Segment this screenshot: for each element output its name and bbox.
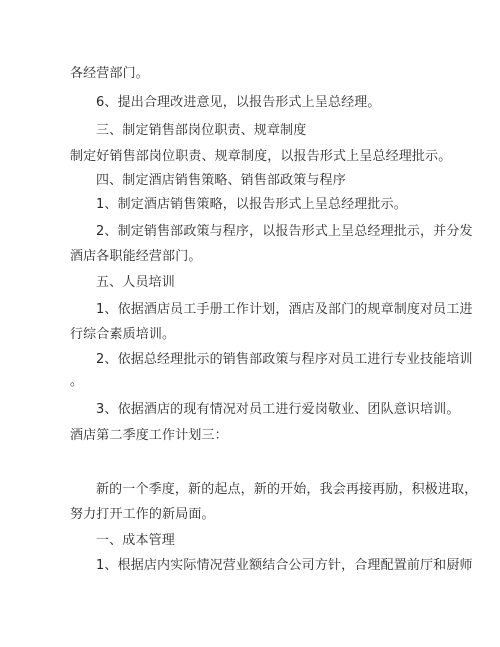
text-line: 2、制定销售部政策与程序，以报告形式上呈总经理批示，并分发 [96, 224, 473, 239]
text-line: 酒店各职能经营部门。 [70, 249, 202, 264]
text-line: 6、提出合理改进意见，以报告形式上呈总经理。 [96, 95, 381, 110]
text-line: 三、制定销售部岗位职责、规章制度 [96, 123, 307, 138]
text-line: 各经营部门。 [70, 66, 149, 81]
text-line: 1、根据店内实际情况营业额结合公司方针，合理配置前厅和厨师 [96, 558, 473, 573]
text-line: 酒店第二季度工作计划三： [70, 428, 228, 443]
text-line: 一、成本管理 [96, 533, 175, 548]
text-line: 努力打开工作的新局面。 [70, 507, 215, 522]
text-line: 1、制定酒店销售策略，以报告形式上呈总经理批示。 [96, 197, 407, 212]
text-line: 行综合素质培训。 [70, 327, 176, 342]
text-line: 新的一个季度，新的起点，新的开始，我会再接再励，积极进取， [96, 482, 478, 497]
text-line: 五、人员培训 [96, 275, 175, 290]
text-line: 3、依据酒店的现有情况对员工进行爱岗敬业、团队意识培训。 [96, 402, 460, 417]
text-line: 。 [70, 374, 84, 389]
text-line: 四、制定酒店销售策略、销售部政策与程序 [96, 173, 346, 188]
text-line: 制定好销售部岗位职责、规章制度，以报告形式上呈总经理批示。 [70, 149, 452, 164]
text-line: 1、依据酒店员工手册工作计划，酒店及部门的规章制度对员工进 [96, 302, 473, 317]
text-line: 2、依据总经理批示的销售部政策与程序对员工进行专业技能培训 [96, 352, 473, 367]
